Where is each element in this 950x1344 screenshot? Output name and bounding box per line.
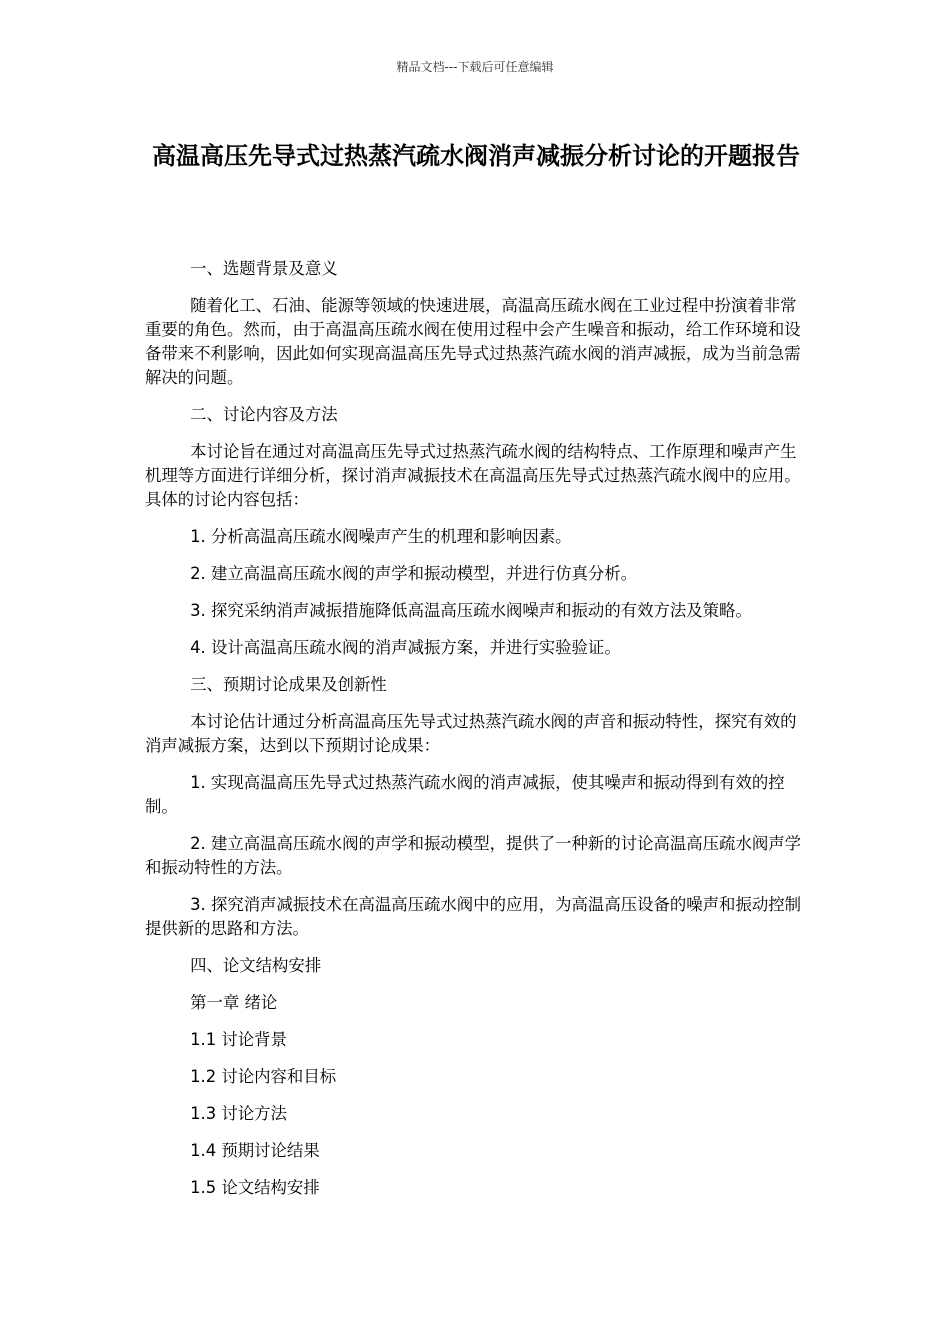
- chapter-heading-1: 第一章 绪论: [190, 993, 278, 1012]
- document-title: 高温高压先导式过热蒸汽疏水阀消声减振分析讨论的开题报告: [152, 142, 800, 170]
- paragraph-content-intro: 本讨论旨在通过对高温高压先导式过热蒸汽疏水阀的结构特点、工作原理和噪声产生机理等方面进行详细分析，探讨消声减振技术在高温高压先导式过热蒸汽疏水阀中的应用。具体的讨论内容包括：: [145, 442, 801, 509]
- content-item-3: 3. 探究采纳消声减振措施降低高温高压疏水阀噪声和振动的有效方法及策略。: [190, 601, 752, 620]
- result-item-3: 3. 探究消声减振技术在高温高压疏水阀中的应用，为高温高压设备的噪声和振动控制提供新的思路和方法。: [145, 895, 802, 938]
- content-item-2: 2. 建立高温高压疏水阀的声学和振动模型，并进行仿真分析。: [190, 564, 638, 583]
- section-heading-background: 一、选题背景及意义: [190, 259, 338, 278]
- content-item-4: 4. 设计高温高压疏水阀的消声减振方案，并进行实验验证。: [190, 638, 621, 657]
- result-item-2: 2. 建立高温高压疏水阀的声学和振动模型，提供了一种新的讨论高温高压疏水阀声学和振动特性的方法。: [145, 834, 802, 877]
- document-body: [145, 257, 805, 1213]
- outline-item-1-2: 1.2 讨论内容和目标: [190, 1067, 337, 1086]
- outline-item-1-3: 1.3 讨论方法: [190, 1104, 287, 1123]
- content-item-1: 1. 分析高温高压疏水阀噪声产生的机理和影响因素。: [190, 527, 572, 546]
- section-heading-expected-results: 三、预期讨论成果及创新性: [190, 675, 387, 694]
- paragraph-expected-intro: 本讨论估计通过分析高温高压先导式过热蒸汽疏水阀的声音和振动特性，探究有效的消声减振方案，达到以下预期讨论成果：: [145, 712, 797, 755]
- result-item-1: 1. 实现高温高压先导式过热蒸汽疏水阀的消声减振，使其噪声和振动得到有效的控制。: [145, 773, 785, 816]
- header-note: 精品文档---下载后可任意编辑: [396, 60, 554, 74]
- outline-item-1-1: 1.1 讨论背景: [190, 1030, 287, 1049]
- section-heading-structure: 四、论文结构安排: [190, 956, 322, 975]
- paragraph-background: 随着化工、石油、能源等领域的快速进展，高温高压疏水阀在工业过程中扮演着非常重要的角色。然而，由于高温高压疏水阀在使用过程中会产生噪音和振动，给工作环境和设备带来不利影响，因此如何实现高温高压先导式过热蒸汽疏水阀的消声减振，成为当前急需解决的问题。: [145, 296, 801, 387]
- section-heading-content-methods: 二、讨论内容及方法: [190, 405, 338, 424]
- outline-item-1-4: 1.4 预期讨论结果: [190, 1141, 320, 1160]
- outline-item-1-5: 1.5 论文结构安排: [190, 1178, 320, 1197]
